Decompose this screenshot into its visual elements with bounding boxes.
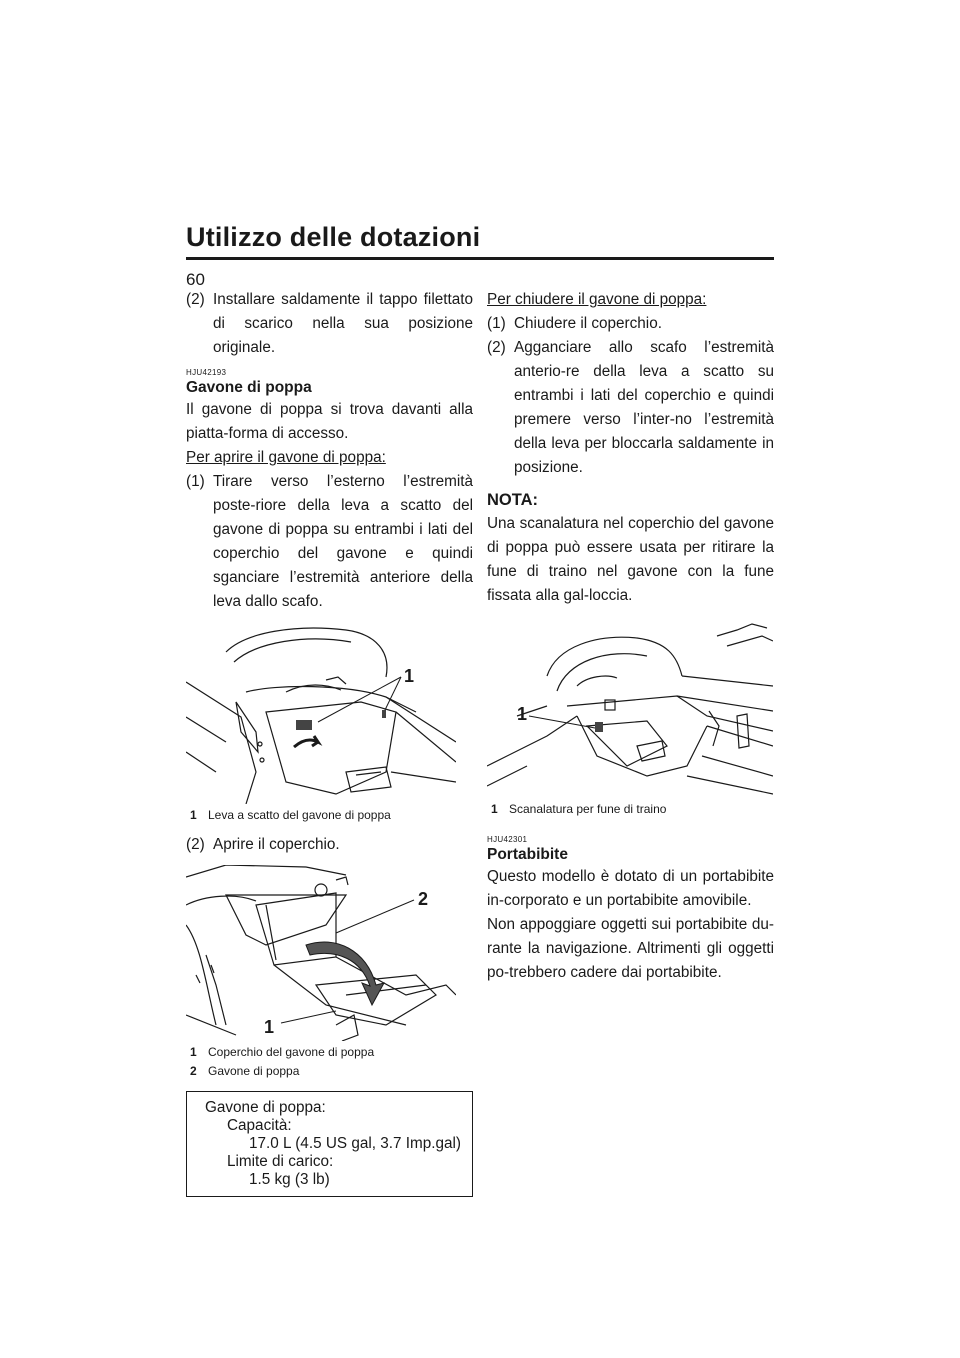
paragraph: Non appoggiare oggetti sui portabibite du-rante la navigazione. Altrimenti gli oggetti po-trebbero cadere dai portabibite. [487,916,774,981]
caption-text: Gavone di poppa [208,1064,300,1078]
caption-number: 2 [190,1064,197,1078]
figure-caption [487,800,774,819]
figure-callout: 1 [517,704,528,724]
page-number: 60 [186,270,205,289]
note-label: NOTA: [487,491,539,509]
step-item [186,833,473,857]
caption-text: Coperchio del gavone di poppa [208,1045,375,1059]
lever-illustration [186,622,456,804]
caption-number: 1 [190,808,197,822]
spec-value: 1.5 kg (3 lb) [249,1171,330,1188]
step-text: Aprire il coperchio. [213,836,340,853]
note-text: Una scanalatura nel coperchio del gavone di poppa può essere usata per ritirare la fune di traino nel gavone con la fune fissata alla gal-loccia. [487,515,774,604]
section-heading: Portabibite [487,846,568,863]
step-number: (1) [186,473,205,490]
section-heading: Gavone di poppa [186,379,312,396]
section-code: HJU42193 [186,368,227,377]
spec-label: Capacità: [227,1117,292,1134]
step-text: Agganciare allo scafo l’estremità anterio-re della leva a scatto su entrambi i lati del coperchio e quindi premere verso l’inter-no l’estremità della leva per bloccarla saldamente in posizione. [514,339,774,476]
subheading: Per aprire il gavone di poppa: [186,449,386,466]
figure-open-storage [186,865,473,1041]
step-text: Chiudere il coperchio. [514,315,662,332]
figure-caption [186,806,473,825]
figure-caption [186,1043,473,1062]
spec-title: Gavone di poppa: [205,1099,326,1116]
step-number: (2) [487,339,506,356]
paragraph: Questo modello è dotato di un portabibite in-corporato e un portabibite amovibile. [487,868,774,909]
right-column [487,288,774,985]
step-item [186,470,473,614]
paragraph: Il gavone di poppa si trova davanti alla piatta-forma di accesso. [186,401,473,442]
figure-callout: 1 [264,1017,275,1037]
figure-callout: 2 [418,889,429,909]
figure-tow-rope-groove [487,616,774,798]
left-column [186,288,473,1197]
step-number: (2) [186,836,205,853]
caption-text: Scanalatura per fune di traino [509,802,667,816]
figure-callout: 1 [404,666,415,686]
step-number: (1) [487,315,506,332]
step-number: (2) [186,291,205,308]
spec-label: Limite di carico: [227,1153,334,1170]
step-item [487,312,774,336]
caption-number: 1 [190,1045,197,1059]
spec-value: 17.0 L (4.5 US gal, 3.7 Imp.gal) [249,1135,462,1152]
step-text: Tirare verso l’esterno l’estremità poste-riore della leva a scatto del gavone di poppa su entrambi i lati del coperchio del gavone e quindi sganciare l’estremità anteriore della leva dallo scafo. [213,473,473,610]
spec-box [186,1091,473,1197]
caption-text: Leva a scatto del gavone di poppa [208,808,391,822]
page-title: Utilizzo delle dotazioni [186,222,481,252]
step-item [487,336,774,480]
figure-lever-illustration [186,622,473,804]
header-rule [186,257,774,260]
subheading: Per chiudere il gavone di poppa: [487,291,707,308]
step-text: Installare saldamente il tappo filettato di scarico nella sua posizione originale. [213,291,473,356]
open-storage-illustration [186,865,456,1041]
caption-number: 1 [491,802,498,816]
section-code: HJU42301 [487,835,528,844]
figure-caption [186,1062,473,1081]
step-item [186,288,473,360]
page-header [186,222,774,260]
tow-groove-illustration [487,616,773,798]
